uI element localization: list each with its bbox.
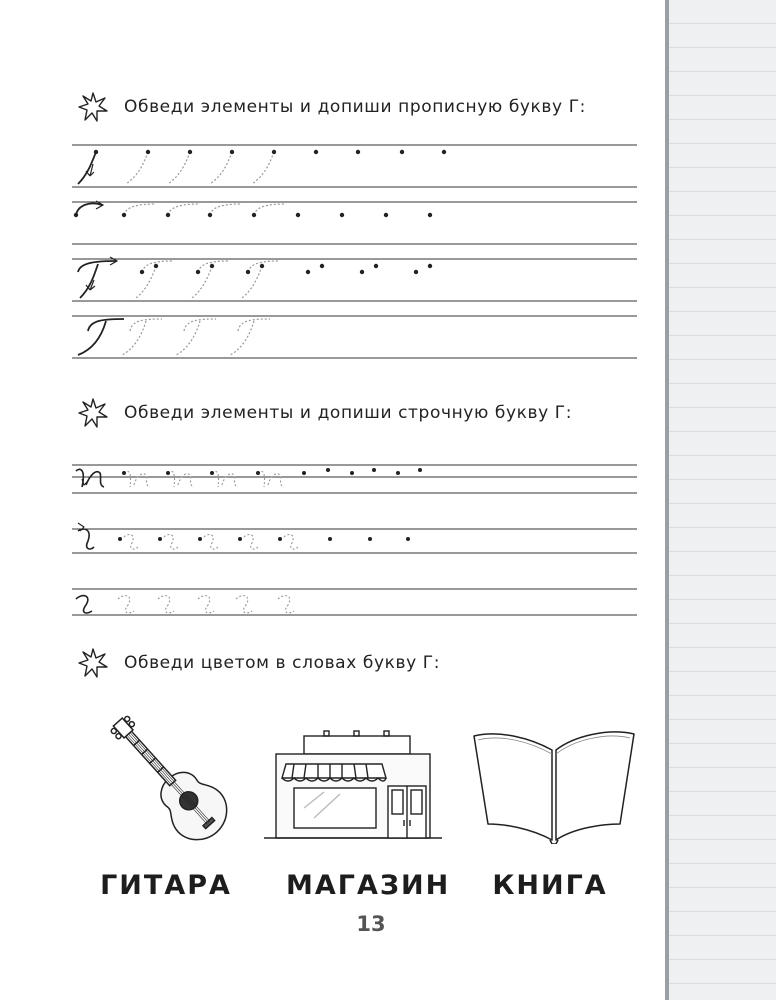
- guitar-icon: [88, 700, 252, 860]
- task-uppercase: [78, 92, 586, 122]
- practice-row: [72, 197, 637, 247]
- practice-row: [72, 514, 637, 554]
- shop-icon: [264, 728, 442, 840]
- task-lowercase: [78, 398, 572, 428]
- practice-row: [72, 578, 637, 618]
- practice-row: [72, 254, 637, 304]
- page-margin-strip: [665, 0, 776, 1000]
- word-shop[interactable]: МАГАЗИН: [286, 870, 451, 901]
- star-icon: [78, 398, 108, 428]
- task-lowercase-text: Обведи элементы и допиши строчную букву Г:: [124, 403, 573, 423]
- word-guitar[interactable]: ГИТАРА: [100, 870, 232, 901]
- task-uppercase-text: Обведи элементы и допиши прописную букву Г:: [124, 97, 587, 117]
- shop-picture: [264, 728, 442, 840]
- book-icon: [470, 728, 638, 844]
- book-picture: [470, 728, 638, 844]
- star-icon: [78, 648, 108, 678]
- page-number: 13: [356, 912, 386, 936]
- star-icon: [78, 92, 108, 122]
- task-color: [78, 648, 440, 678]
- guitar-picture: [88, 700, 252, 860]
- word-book[interactable]: КНИГА: [492, 870, 608, 901]
- task-color-text: Обведи цветом в словах букву Г:: [124, 653, 441, 673]
- practice-row: [72, 311, 637, 361]
- practice-row: [72, 140, 637, 190]
- practice-row: [72, 454, 637, 494]
